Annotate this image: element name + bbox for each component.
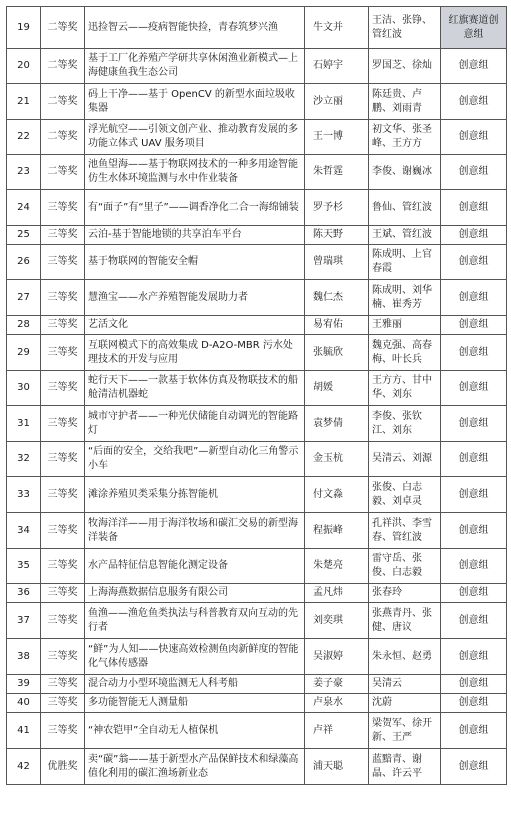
table-row — [7, 371, 507, 406]
team-leader-cell: 陈天野 — [305, 226, 369, 245]
table-row — [7, 316, 507, 335]
advisors-cell: 王洁、张铮、管红波 — [369, 7, 441, 49]
competition-group-cell: 创意组 — [441, 749, 507, 785]
advisors-cell: 陈成明、刘华楠、崔秀芳 — [369, 280, 441, 316]
row-index-cell: 29 — [7, 335, 41, 371]
advisors-cell: 魏克强、高春梅、叶长兵 — [369, 335, 441, 371]
competition-group-cell: 创意组 — [441, 226, 507, 245]
table-row — [7, 513, 507, 549]
award-level-cell: 二等奖 — [41, 155, 85, 190]
advisors-cell: 李俊、张钦江、刘东 — [369, 406, 441, 442]
row-index-cell: 19 — [7, 7, 41, 49]
project-title-cell: 池鱼望海——基于物联网技术的一种多用途智能仿生水体环境监测与水中作业装备 — [85, 155, 305, 190]
award-level-cell: 三等奖 — [41, 694, 85, 713]
advisors-cell: 吴清云、刘源 — [369, 442, 441, 477]
table-row — [7, 155, 507, 190]
advisors-cell: 张春玲 — [369, 584, 441, 603]
table-row — [7, 442, 507, 477]
advisors-cell: 鲁仙、管红波 — [369, 190, 441, 226]
competition-group-cell: 创意组 — [441, 477, 507, 513]
competition-group-cell: 创意组 — [441, 584, 507, 603]
award-level-cell: 优胜奖 — [41, 749, 85, 785]
competition-group-cell: 创意组 — [441, 155, 507, 190]
advisors-cell: 初文华、张圣峰、王方方 — [369, 120, 441, 155]
row-index-cell: 42 — [7, 749, 41, 785]
row-index-cell: 26 — [7, 245, 41, 280]
advisors-cell: 雷守岳、张俊、白志毅 — [369, 549, 441, 584]
award-level-cell: 三等奖 — [41, 226, 85, 245]
competition-group-cell: 创意组 — [441, 694, 507, 713]
team-leader-cell: 罗予杉 — [305, 190, 369, 226]
advisors-cell: 朱永恒、赵勇 — [369, 639, 441, 675]
project-title-cell: 蛇行天下——一款基于软体仿真及物联技术的船舱清洁机器蛇 — [85, 371, 305, 406]
team-leader-cell: 浦天聪 — [305, 749, 369, 785]
award-level-cell: 三等奖 — [41, 584, 85, 603]
table-row — [7, 49, 507, 84]
team-leader-cell: 卢泉水 — [305, 694, 369, 713]
advisors-cell: 蓝黯青、谢晶、许云平 — [369, 749, 441, 785]
team-leader-cell: 沙立丽 — [305, 84, 369, 120]
project-title-cell: 艺活文化 — [85, 316, 305, 335]
table-row — [7, 584, 507, 603]
award-level-cell: 三等奖 — [41, 442, 85, 477]
table-row — [7, 603, 507, 639]
row-index-cell: 34 — [7, 513, 41, 549]
competition-group-cell: 创意组 — [441, 245, 507, 280]
project-title-cell: 慧渔宝——水产养殖智能发展助力者 — [85, 280, 305, 316]
table-row — [7, 694, 507, 713]
competition-group-cell: 创意组 — [441, 371, 507, 406]
advisors-cell: 吴清云 — [369, 675, 441, 694]
advisors-cell: 王雅丽 — [369, 316, 441, 335]
team-leader-cell: 牛文并 — [305, 7, 369, 49]
table-row — [7, 477, 507, 513]
advisors-cell: 孔祥洪、李雪春、管红波 — [369, 513, 441, 549]
row-index-cell: 28 — [7, 316, 41, 335]
award-level-cell: 二等奖 — [41, 7, 85, 49]
project-title-cell: 城市守护者——一种光伏储能自动调光的智能路灯 — [85, 406, 305, 442]
competition-group-cell: 创意组 — [441, 549, 507, 584]
project-title-cell: 基于工厂化养殖产学研共享休闲渔业新模式—上海健康鱼我生态公司 — [85, 49, 305, 84]
advisors-cell: 陈成明、上官春霞 — [369, 245, 441, 280]
project-title-cell: 基于物联网的智能安全帽 — [85, 245, 305, 280]
advisors-cell: 王方方、甘中华、刘东 — [369, 371, 441, 406]
row-index-cell: 24 — [7, 190, 41, 226]
table-row — [7, 190, 507, 226]
advisors-cell: 张俊、白志毅、刘卓灵 — [369, 477, 441, 513]
row-index-cell: 36 — [7, 584, 41, 603]
award-level-cell: 三等奖 — [41, 675, 85, 694]
competition-group-cell: 创意组 — [441, 280, 507, 316]
award-level-cell: 二等奖 — [41, 120, 85, 155]
team-leader-cell: 王一博 — [305, 120, 369, 155]
advisors-cell: 李俊、谢巍冰 — [369, 155, 441, 190]
team-leader-cell: 姜子豪 — [305, 675, 369, 694]
table-row — [7, 335, 507, 371]
award-level-cell: 三等奖 — [41, 245, 85, 280]
team-leader-cell: 朱楚亮 — [305, 549, 369, 584]
award-level-cell: 三等奖 — [41, 513, 85, 549]
competition-group-cell: 创意组 — [441, 675, 507, 694]
table-row — [7, 7, 507, 49]
advisors-cell: 陈廷贵、卢鹏、刘雨青 — [369, 84, 441, 120]
project-title-cell: 牧海洋洋——用于海洋牧场和碳汇交易的新型海洋装备 — [85, 513, 305, 549]
project-title-cell: “神农铠甲”全自动无人植保机 — [85, 713, 305, 749]
project-title-cell: 浮光航空——引领文创产业、推动教育发展的多功能立体式 UAV 服务项目 — [85, 120, 305, 155]
competition-group-cell: 创意组 — [441, 713, 507, 749]
competition-group-cell: 创意组 — [441, 84, 507, 120]
table-row — [7, 749, 507, 785]
project-title-cell: “鲜”为人知——快速高效检测鱼肉新鲜度的智能化气体传感器 — [85, 639, 305, 675]
project-title-cell: 混合动力小型环境监测无人科考船 — [85, 675, 305, 694]
table-row — [7, 280, 507, 316]
award-level-cell: 三等奖 — [41, 549, 85, 584]
project-title-cell: 码上干净——基于 OpenCV 的新型水面垃圾收集器 — [85, 84, 305, 120]
table-body — [7, 7, 507, 785]
competition-group-cell: 创意组 — [441, 639, 507, 675]
advisors-cell: 张燕青丹、张健、唐议 — [369, 603, 441, 639]
competition-group-cell: 创意组 — [441, 603, 507, 639]
award-level-cell: 三等奖 — [41, 477, 85, 513]
table-row — [7, 245, 507, 280]
competition-group-cell: 创意组 — [441, 335, 507, 371]
award-level-cell: 三等奖 — [41, 316, 85, 335]
team-leader-cell: 孟凡炜 — [305, 584, 369, 603]
project-title-cell: 云泊-基于智能地锁的共享泊车平台 — [85, 226, 305, 245]
project-title-cell: “后面的安全，交给我吧”—新型自动化三角警示小车 — [85, 442, 305, 477]
row-index-cell: 23 — [7, 155, 41, 190]
project-title-cell: 有“面子”有“里子”——调香净化二合一海绵铺装 — [85, 190, 305, 226]
award-level-cell: 二等奖 — [41, 49, 85, 84]
award-level-cell: 三等奖 — [41, 280, 85, 316]
row-index-cell: 39 — [7, 675, 41, 694]
table-row — [7, 406, 507, 442]
competition-group-cell: 创意组 — [441, 442, 507, 477]
team-leader-cell: 袁梦倩 — [305, 406, 369, 442]
row-index-cell: 21 — [7, 84, 41, 120]
team-leader-cell: 付文淼 — [305, 477, 369, 513]
team-leader-cell: 程振峰 — [305, 513, 369, 549]
team-leader-cell: 吴淑婷 — [305, 639, 369, 675]
project-title-cell: 鱼渔——渔危鱼类执法与科普教育双向互动的先行者 — [85, 603, 305, 639]
award-level-cell: 三等奖 — [41, 190, 85, 226]
team-leader-cell: 魏仁杰 — [305, 280, 369, 316]
team-leader-cell: 卢祥 — [305, 713, 369, 749]
row-index-cell: 33 — [7, 477, 41, 513]
competition-group-cell: 创意组 — [441, 49, 507, 84]
competition-group-cell: 创意组 — [441, 406, 507, 442]
project-title-cell: 上海海燕数据信息服务有限公司 — [85, 584, 305, 603]
award-level-cell: 三等奖 — [41, 335, 85, 371]
project-title-cell: 多功能智能无人测量船 — [85, 694, 305, 713]
competition-group-cell: 红旗赛道创意组 — [441, 7, 507, 49]
table-row — [7, 84, 507, 120]
team-leader-cell: 石婷宇 — [305, 49, 369, 84]
table-row — [7, 226, 507, 245]
competition-group-cell: 创意组 — [441, 120, 507, 155]
advisors-cell: 沈蔚 — [369, 694, 441, 713]
table-row — [7, 639, 507, 675]
row-index-cell: 27 — [7, 280, 41, 316]
table-row — [7, 675, 507, 694]
project-title-cell: 水产品特征信息智能化测定设备 — [85, 549, 305, 584]
project-title-cell: 互联网模式下的高效集成 D-A2O-MBR 污水处理技术的开发与应用 — [85, 335, 305, 371]
award-level-cell: 三等奖 — [41, 603, 85, 639]
results-table-wrapper — [6, 6, 507, 785]
competition-group-cell: 创意组 — [441, 190, 507, 226]
row-index-cell: 22 — [7, 120, 41, 155]
row-index-cell: 31 — [7, 406, 41, 442]
table-row — [7, 120, 507, 155]
advisors-cell: 梁贺军、徐开新、王严 — [369, 713, 441, 749]
row-index-cell: 20 — [7, 49, 41, 84]
award-level-cell: 三等奖 — [41, 406, 85, 442]
row-index-cell: 30 — [7, 371, 41, 406]
row-index-cell: 35 — [7, 549, 41, 584]
project-title-cell: 滩涂养殖贝类采集分拣智能机 — [85, 477, 305, 513]
team-leader-cell: 刘奕琪 — [305, 603, 369, 639]
award-level-cell: 二等奖 — [41, 84, 85, 120]
project-title-cell: 卖“碳”翁——基于新型水产品保鲜技术和绿藻高值化利用的碳汇渔场新业态 — [85, 749, 305, 785]
award-level-cell: 三等奖 — [41, 713, 85, 749]
team-leader-cell: 朱哲霆 — [305, 155, 369, 190]
team-leader-cell: 张毓欣 — [305, 335, 369, 371]
advisors-cell: 罗国芝、徐灿 — [369, 49, 441, 84]
row-index-cell: 40 — [7, 694, 41, 713]
row-index-cell: 32 — [7, 442, 41, 477]
row-index-cell: 41 — [7, 713, 41, 749]
row-index-cell: 38 — [7, 639, 41, 675]
table-row — [7, 549, 507, 584]
award-level-cell: 三等奖 — [41, 639, 85, 675]
team-leader-cell: 金玉杭 — [305, 442, 369, 477]
row-index-cell: 25 — [7, 226, 41, 245]
team-leader-cell: 曾瑞琪 — [305, 245, 369, 280]
team-leader-cell: 胡媛 — [305, 371, 369, 406]
advisors-cell: 王斌、管红波 — [369, 226, 441, 245]
award-results-table — [6, 6, 507, 785]
award-level-cell: 三等奖 — [41, 371, 85, 406]
row-index-cell: 37 — [7, 603, 41, 639]
competition-group-cell: 创意组 — [441, 316, 507, 335]
team-leader-cell: 易宥佑 — [305, 316, 369, 335]
table-row — [7, 713, 507, 749]
project-title-cell: 迅捡智云——疫病智能快捡，青春筑梦兴渔 — [85, 7, 305, 49]
competition-group-cell: 创意组 — [441, 513, 507, 549]
